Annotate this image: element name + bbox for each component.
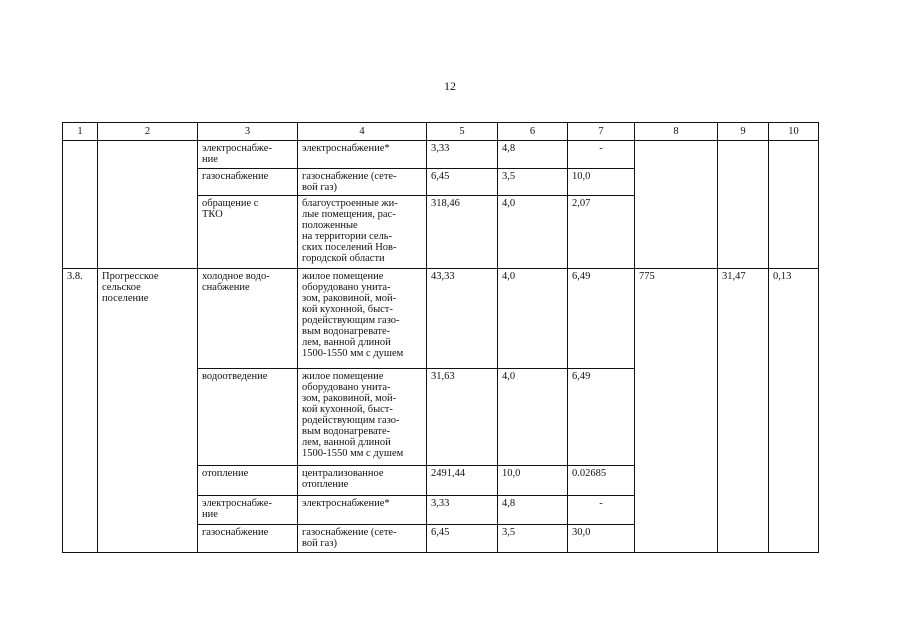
cell-col5: 318,46 [427,196,498,268]
header-cell: 3 [198,123,298,141]
cell-col5: 6,45 [427,525,498,553]
cell-number [63,141,98,268]
cell-col6: 3,5 [498,525,568,553]
cell-conditions: газоснабжение (сете- вой газ) [298,525,427,553]
header-cell: 7 [568,123,635,141]
cell-col5: 6,45 [427,168,498,196]
table-row [63,141,819,169]
header-cell: 6 [498,123,568,141]
cell-col7: 0.02685 [568,466,635,496]
cell-service: газоснабжение [198,168,298,196]
cell-col6: 3,5 [498,168,568,196]
cell-service: электроснабже- ние [198,141,298,169]
cell-col6: 4,8 [498,141,568,169]
cell-conditions: жилое помещение оборудовано унита- зом, раковиной, мой- кой кухонной, быст- родействующим газо- вым водонагревате- лем, ванной длиной 1500-1550 мм с душем [298,368,427,466]
header-cell: 5 [427,123,498,141]
cell-service: водоотведение [198,368,298,466]
cell-service: холодное водо- снабжение [198,268,298,368]
cell-conditions: централизованное отопление [298,466,427,496]
cell-number: 3.8. [63,268,98,552]
cell-col7: 2,07 [568,196,635,268]
cell-col6: 4,8 [498,495,568,525]
cell-service: обращение с ТКО [198,196,298,268]
cell-col6: 4,0 [498,368,568,466]
cell-conditions: электроснабжение* [298,495,427,525]
cell-service: газоснабжение [198,525,298,553]
cell-col7: 6,49 [568,368,635,466]
cell-col6: 4,0 [498,268,568,368]
cell-col8 [635,141,718,268]
tariff-table [62,122,819,553]
cell-col7: 30,0 [568,525,635,553]
cell-service: электроснабже- ние [198,495,298,525]
cell-conditions: жилое помещение оборудовано унита- зом, раковиной, мой- кой кухонной, быст- родействующим газо- вым водонагревате- лем, ванной длиной 1500-1550 мм с душем [298,268,427,368]
cell-col10: 0,13 [769,268,819,552]
cell-col7: - [568,495,635,525]
cell-col7: 10,0 [568,168,635,196]
header-cell: 4 [298,123,427,141]
cell-col9 [718,141,769,268]
cell-conditions: газоснабжение (сете- вой газ) [298,168,427,196]
cell-col5: 43,33 [427,268,498,368]
header-cell: 2 [98,123,198,141]
cell-service: отопление [198,466,298,496]
cell-col7: 6,49 [568,268,635,368]
cell-conditions: благоустроенные жи- лые помещения, рас- положенные на территории сель- ских поселений Нов- городской области [298,196,427,268]
header-cell: 9 [718,123,769,141]
header-cell: 1 [63,123,98,141]
cell-col5: 2491,44 [427,466,498,496]
cell-col8: 775 [635,268,718,552]
cell-col6: 10,0 [498,466,568,496]
cell-col5: 3,33 [427,495,498,525]
table-row [63,268,819,368]
cell-settlement [98,141,198,268]
cell-col6: 4,0 [498,196,568,268]
cell-col9: 31,47 [718,268,769,552]
page-number: 12 [444,79,456,93]
cell-settlement: Прогресское сельское поселение [98,268,198,552]
cell-col7: - [568,141,635,169]
header-cell: 8 [635,123,718,141]
cell-col5: 31,63 [427,368,498,466]
header-row [63,123,819,141]
cell-conditions: электроснабжение* [298,141,427,169]
header-cell: 10 [769,123,819,141]
cell-col10 [769,141,819,268]
cell-col5: 3,33 [427,141,498,169]
